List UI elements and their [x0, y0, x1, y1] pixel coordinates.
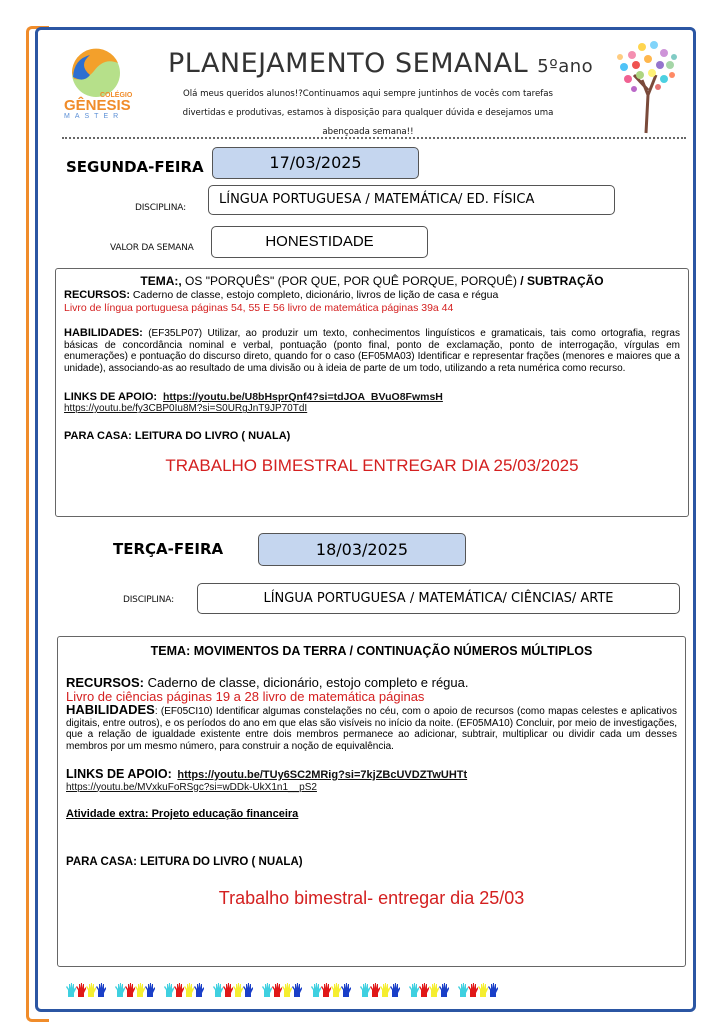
- hand-icon: [311, 983, 321, 997]
- hand-icon: [262, 983, 272, 997]
- monday-trabalho: TRABALHO BIMESTRAL ENTREGAR DIA 25/03/2025: [165, 456, 579, 476]
- tuesday-books: Livro de ciências páginas 19 a 28 livro de matemática páginas: [66, 689, 425, 704]
- monday-recursos-text: Caderno de classe, estojo completo, dicionário, livros de lição de casa e régua: [130, 289, 499, 301]
- monday-habilidades-text: (EF35LP07) Utilizar, ao produzir um texto, conhecimentos linguísticos e gramaticais, tais como ortografia, regras básicas de concordância nominal e verbal, pontuação (ponto final, ponto de exclamação, ponto de interrogação, vírgulas em enumerações) e pontuação do discurso direto, quando for o caso (EF05MA03) Identificar e representar frações (menores e maiores que a unidade), associando-as ao resultado de uma divisão ou à ideia de parte de um todo, utilizando a reta numérica como recurso.: [64, 328, 680, 375]
- grade-label: 5ºano: [537, 56, 594, 77]
- monday-habilidades: [64, 328, 680, 375]
- hand-group: [458, 983, 498, 997]
- hand-icon: [184, 983, 194, 997]
- hand-icon: [194, 983, 204, 997]
- hand-icon: [439, 983, 449, 997]
- hand-group: [66, 983, 106, 997]
- monday-date: 17/03/2025: [212, 147, 419, 179]
- hand-icon: [213, 983, 223, 997]
- hand-icon: [223, 983, 233, 997]
- hand-group: [409, 983, 449, 997]
- tuesday-para-casa: PARA CASA: LEITURA DO LIVRO ( NUALA): [66, 855, 303, 868]
- hand-icon: [419, 983, 429, 997]
- hand-icon: [468, 983, 478, 997]
- hand-icon: [66, 983, 76, 997]
- tuesday-link-1[interactable]: https://youtu.be/TUy6SC2MRig?si=7kjZBcUVDZTwUHTt: [177, 768, 468, 781]
- hand-icon: [478, 983, 488, 997]
- tuesday-discipline-label: DISCIPLINA:: [123, 595, 174, 605]
- hand-icon: [243, 983, 253, 997]
- monday-tema-suffix: / SUBTRAÇÃO: [516, 274, 604, 288]
- hand-icon: [96, 983, 106, 997]
- hand-icon: [390, 983, 400, 997]
- greeting-text: Olá meus queridos alunos!?Continuamos aqui sempre juntinhos de vocês com tarefas divertidas e produtivas, estamos à disposição para qualquer dúvida e desejamos uma abençoada semana!!: [182, 89, 554, 137]
- header-divider: [62, 137, 686, 139]
- monday-links-label: LINKS DE APOIO:: [64, 390, 158, 403]
- tuesday-tema: TEMA: MOVIMENTOS DA TERRA / CONTINUAÇÃO NÚMEROS MÚLTIPLOS: [150, 644, 593, 658]
- week-value-field: HONESTIDADE: [211, 226, 428, 258]
- hand-group: [164, 983, 204, 997]
- hands-decoration: [66, 983, 504, 997]
- monday-habilidades-label: HABILIDADES:: [64, 327, 143, 339]
- monday-tema: [64, 274, 680, 289]
- monday-recursos: [64, 289, 680, 302]
- tuesday-links: [66, 766, 677, 782]
- tuesday-recursos: [66, 675, 677, 690]
- hand-icon: [341, 983, 351, 997]
- hand-icon: [233, 983, 243, 997]
- hand-icon: [488, 983, 498, 997]
- hand-icon: [125, 983, 135, 997]
- tuesday-trabalho: Trabalho bimestral- entregar dia 25/03: [218, 887, 525, 908]
- hand-icon: [115, 983, 125, 997]
- monday-tema-label: TEMA:,: [140, 274, 182, 288]
- monday-para-casa: PARA CASA: LEITURA DO LIVRO ( NUALA): [64, 429, 291, 442]
- hand-group: [311, 983, 351, 997]
- hand-group: [115, 983, 155, 997]
- monday-link-1[interactable]: https://youtu.be/U8bHsprQnf4?si=tdJOA_BVuO8FwmsH: [162, 390, 443, 403]
- tuesday-content-box: [57, 636, 686, 967]
- tuesday-atividade-extra: Atividade extra: Projeto educação financeira: [66, 808, 299, 821]
- monday-tema-text: OS "PORQUÊS" (POR QUE, POR QUÊ PORQUE, PORQUÊ): [181, 274, 517, 288]
- tuesday-habilidades-text: : (EF05CI10) Identificar algumas constelações no céu, com o apoio de recursos (como mapas celestes e aplicativos digitais, entre outros), e os períodos do ano em que elas são visíveis no início da noite. (EF05MA10) Concluir, por meio de investigações, que a relação de igualdade existente entre dois membros permanece ao adicionar, subtrair, multiplicar ou dividir cada um desses membros por um mesmo número, para construir a noção de equivalência.: [66, 706, 677, 753]
- monday-discipline-field: LÍNGUA PORTUGUESA / MATEMÁTICA/ ED. FÍSICA: [208, 185, 615, 215]
- hand-icon: [321, 983, 331, 997]
- tuesday-recursos-text: Caderno de classe, dicionário, estojo completo e régua.: [144, 675, 469, 690]
- hand-icon: [331, 983, 341, 997]
- hand-icon: [76, 983, 86, 997]
- monday-day-label: SEGUNDA-FEIRA: [66, 158, 204, 176]
- monday-links: [64, 391, 680, 404]
- tuesday-day-label: TERÇA-FEIRA: [113, 540, 224, 558]
- hand-icon: [174, 983, 184, 997]
- hand-group: [360, 983, 400, 997]
- logo-text-master: MASTER: [64, 113, 124, 120]
- tuesday-habilidades-label: HABILIDADES: [66, 702, 155, 717]
- hand-icon: [282, 983, 292, 997]
- monday-link-2[interactable]: https://youtu.be/fy3CBP0Iu8M?si=S0URgJnT9JP70TdI: [64, 403, 308, 415]
- title-text: PLANEJAMENTO SEMANAL: [168, 48, 529, 79]
- monday-content-box: [55, 268, 689, 517]
- monday-books: Livro de língua portuguesa páginas 54, 55 E 56 livro de matemática páginas 39a 44: [64, 301, 454, 314]
- logo-text-genesis: GÊNESIS: [64, 97, 131, 114]
- monday-discipline-label: DISCIPLINA:: [135, 203, 186, 213]
- hand-icon: [360, 983, 370, 997]
- hand-icon: [370, 983, 380, 997]
- tree-icon: [612, 35, 682, 135]
- tuesday-links-label: LINKS DE APOIO:: [66, 766, 172, 781]
- hand-icon: [272, 983, 282, 997]
- hand-icon: [409, 983, 419, 997]
- hand-icon: [164, 983, 174, 997]
- week-value-label: VALOR DA SEMANA: [110, 243, 194, 253]
- hand-icon: [380, 983, 390, 997]
- hand-icon: [292, 983, 302, 997]
- hand-icon: [135, 983, 145, 997]
- hand-icon: [145, 983, 155, 997]
- tuesday-date: 18/03/2025: [258, 533, 466, 566]
- tuesday-habilidades: [66, 704, 677, 753]
- tuesday-recursos-label: RECURSOS:: [66, 675, 145, 690]
- hand-group: [262, 983, 302, 997]
- hand-icon: [458, 983, 468, 997]
- logo-text-colegio: COLÉGIO: [100, 92, 133, 99]
- monday-recursos-label: RECURSOS:: [64, 289, 131, 301]
- tuesday-link-2[interactable]: https://youtu.be/MVxkuFoRSgc?si=wDDk-UkX1n1__pS2: [66, 781, 317, 793]
- hand-icon: [429, 983, 439, 997]
- tuesday-discipline-field: LÍNGUA PORTUGUESA / MATEMÁTICA/ CIÊNCIAS/ ARTE: [197, 583, 680, 614]
- hand-group: [213, 983, 253, 997]
- page-title: [168, 48, 593, 79]
- hand-icon: [86, 983, 96, 997]
